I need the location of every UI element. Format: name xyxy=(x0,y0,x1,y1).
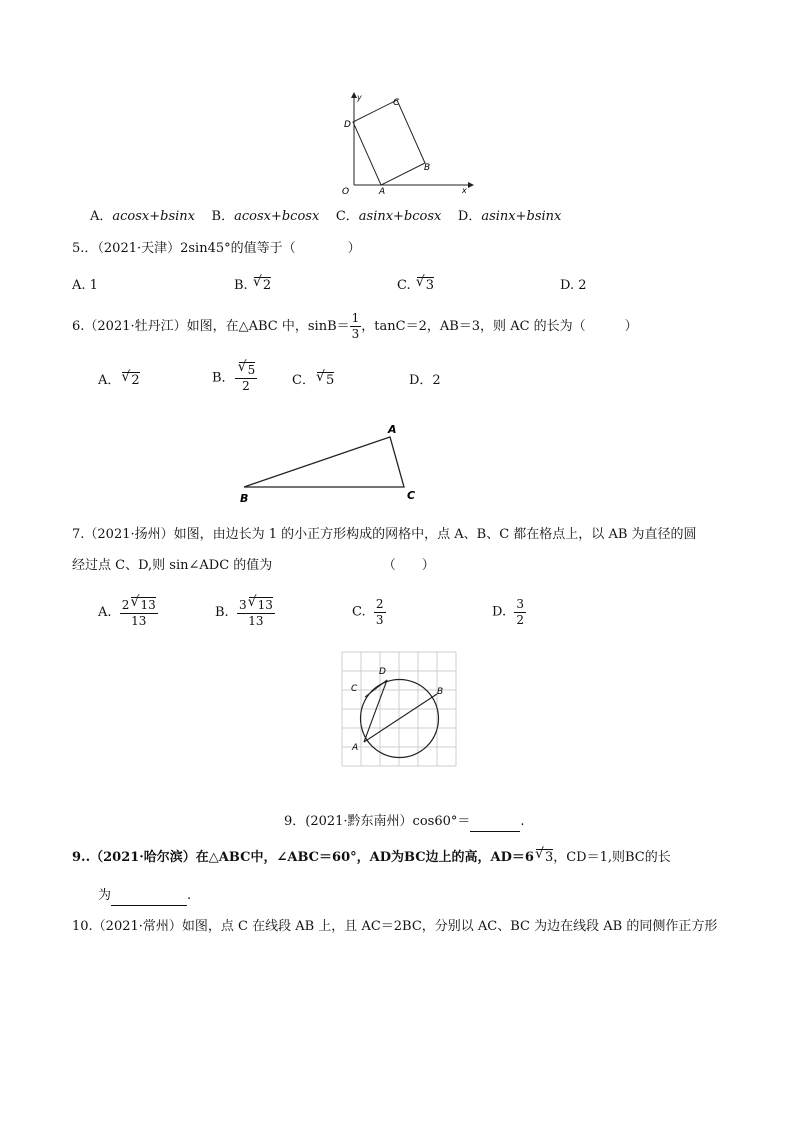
q6-option-c: C．√ 5 xyxy=(292,372,334,390)
fig4-label-x: x xyxy=(462,186,467,195)
fraction: $\frac{2}{3}$ xyxy=(375,597,384,627)
figure-q4-rectangle xyxy=(336,90,476,198)
q4-options xyxy=(90,208,561,226)
figure-q6-triangle xyxy=(232,420,422,508)
q7-option-c: C. $\frac{2}{3}$ xyxy=(352,597,384,627)
fraction: $\frac{3√ 13}{13}$ xyxy=(237,597,275,629)
fig4-label-a: A xyxy=(379,187,386,197)
q6-option-b: B． √ $\frac{5}{2}$ xyxy=(212,362,257,394)
q7-option-d: D. $\frac{3}{2}$ xyxy=(492,597,524,627)
sqrt: √ 2 xyxy=(254,277,271,293)
sqrt: √ 2 xyxy=(122,372,139,388)
fig4-label-b: B xyxy=(424,163,431,173)
fig4-label-y: y xyxy=(357,93,362,102)
fig7-label-d: D xyxy=(379,667,386,677)
q5-option-a: A. 1 xyxy=(72,278,98,293)
q5-option-b: B. √ 2 xyxy=(234,277,271,295)
q10-stem: 10.（2021·常州）如图，点 C 在线段 AB 上，且 AC＝2BC，分别以 AC、BC 为边在线段 AB 的同侧作正方形 xyxy=(72,919,718,934)
fig7-label-b: B xyxy=(437,687,444,697)
q4-option-b: B．acosx+bcosx xyxy=(211,209,320,224)
fig7-label-a: A xyxy=(352,743,359,753)
q9b-line1: 9..（2021·哈尔滨）在△ABC中，∠ABC＝60°，AD为BC边上的高，AD＝6√ 3，CD＝1,则BC的长 xyxy=(72,849,671,867)
q5-option-c: C. √ 3 xyxy=(397,277,434,295)
fig4-label-c: C xyxy=(393,98,400,108)
q7-line2: 经过点 C、D,则 sin∠ADC 的值为 （ ） xyxy=(72,558,435,573)
q9a-stem: 9．(2021·黔东南州）cos60°＝ . xyxy=(284,813,525,832)
figure-q7-grid-circle xyxy=(340,650,462,770)
q6-option-d: D．2 xyxy=(409,373,441,388)
q6-option-a: A．√ 2 xyxy=(98,372,140,390)
q5-option-d: D. 2 xyxy=(560,278,587,293)
q9b-line2: 为 . xyxy=(98,887,191,906)
fraction: √ $\frac{5}{2}$ xyxy=(235,362,258,394)
fraction: $\frac{2√ 13}{13}$ xyxy=(120,597,158,629)
sqrt: √ 3 xyxy=(536,849,553,865)
answer-blank[interactable] xyxy=(470,813,520,832)
fig4-label-o: O xyxy=(342,187,350,197)
q4-option-a: A．acosx+bsinx xyxy=(90,209,195,224)
answer-blank[interactable] xyxy=(111,887,187,906)
q6-stem: 6.（2021·牡丹江）如图，在△ABC 中，sinB＝ $\frac{1}{3}$ ，tanC＝2，AB＝3，则 AC 的长为（ ） xyxy=(72,311,638,341)
fig6-label-a: A xyxy=(388,423,397,436)
fig7-label-c: C xyxy=(351,684,358,694)
fig4-label-d: D xyxy=(344,120,351,130)
sqrt: √ 5 xyxy=(317,372,334,388)
q7-option-a: A. $\frac{2√ 13}{13}$ xyxy=(98,597,158,629)
q7-line1: 7.（2021·扬州）如图，由边长为 1 的小正方形构成的网格中，点 A、B、C 都在格点上，以 AB 为直径的圆 xyxy=(72,527,697,542)
q7-option-b: B. $\frac{3√ 13}{13}$ xyxy=(215,597,275,629)
fraction: $\frac{3}{2}$ xyxy=(516,597,524,627)
q4-option-c: C．asinx+bcosx xyxy=(335,209,442,224)
q5-stem: 5.．（2021·天津）2sin45°的值等于（ ） xyxy=(72,241,361,256)
fig6-label-b: B xyxy=(240,492,249,505)
fig6-label-c: C xyxy=(407,489,416,502)
sqrt: √ 3 xyxy=(417,277,434,293)
q4-option-d: D．asinx+bsinx xyxy=(457,209,562,224)
fraction: $\frac{1}{3}$ xyxy=(351,311,360,341)
